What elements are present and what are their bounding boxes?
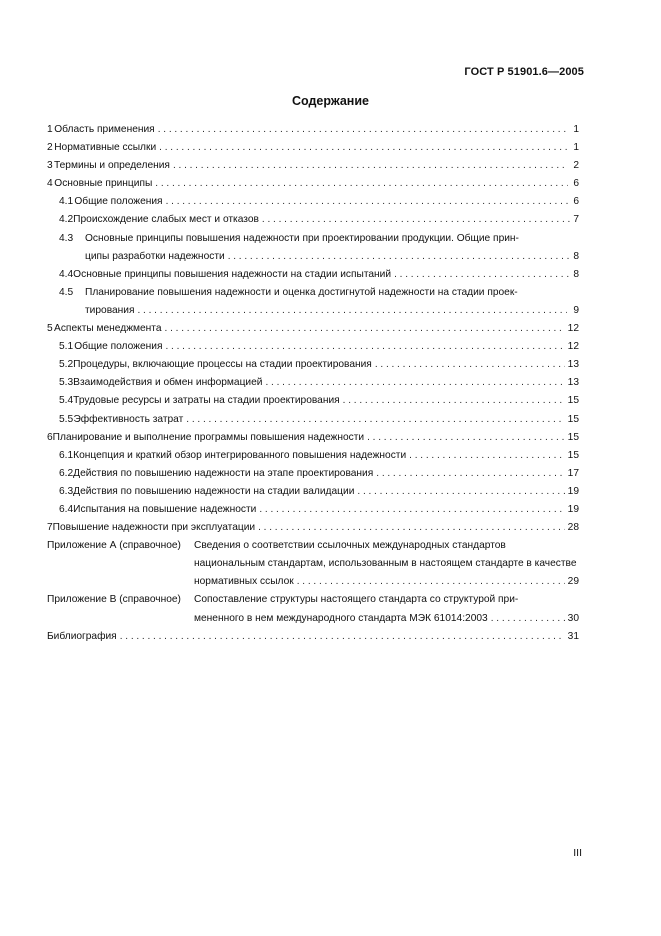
toc-entry[interactable]: [47, 429, 579, 447]
dot-leader: [265, 374, 564, 392]
toc-entry-number: 4.3: [59, 232, 74, 244]
toc-entry-page: 19: [567, 503, 579, 515]
toc-entry[interactable]: [47, 266, 579, 284]
toc-entry-page: 31: [567, 630, 579, 642]
toc-entry[interactable]: [47, 320, 579, 338]
toc-entry-number: 2: [47, 142, 53, 154]
toc-entry[interactable]: [47, 411, 579, 429]
toc-entry-number: 7: [47, 522, 53, 534]
toc-entry[interactable]: [47, 483, 579, 501]
dot-leader: [155, 175, 567, 193]
toc-entry-page: 6: [573, 178, 579, 190]
toc-entry[interactable]: [47, 139, 579, 157]
toc-entry-number: 6: [47, 431, 53, 443]
dot-leader: [120, 628, 565, 646]
toc-entry[interactable]: [47, 193, 579, 211]
toc-entry-title: Происхождение слабых мест и отказов: [73, 214, 259, 226]
dot-leader: [158, 121, 568, 139]
toc-entry-appendix-label: Приложение В (справочное): [47, 594, 181, 606]
toc-entry[interactable]: [47, 374, 579, 392]
toc-entry-title: Повышение надежности при эксплуатации: [52, 522, 256, 534]
toc-entry-number: 5.1: [59, 341, 74, 353]
dot-leader: [297, 573, 565, 591]
toc-entry[interactable]: [47, 519, 579, 537]
toc-entry-number: 4: [47, 178, 53, 190]
toc-entry-title: Термины и определения: [53, 160, 170, 172]
toc-entry-page: 12: [567, 341, 579, 353]
toc-entry-title-continuation: национальным стандартам, использованным в настоящем стандарте в качестве: [194, 558, 577, 570]
toc-entry-title: Сопоставление структуры настоящего стандарта со структурой при-: [194, 594, 519, 606]
dot-leader: [375, 356, 565, 374]
toc-entry-title: Процедуры, включающие процессы на стадии проектирования: [73, 359, 372, 371]
dot-leader: [138, 302, 568, 320]
toc-entry-page: 15: [567, 449, 579, 461]
toc-entry-page: 15: [567, 413, 579, 425]
toc-entry-page: 9: [573, 304, 579, 316]
toc-entry-page: 30: [567, 612, 579, 624]
toc-entry-title: Эффективность затрат: [73, 413, 184, 425]
toc-entry-number: 5.2: [59, 359, 74, 371]
toc-entry-title: Общие положения: [74, 341, 163, 353]
toc-entry[interactable]: [47, 284, 579, 320]
toc-entry-title-continuation: мененного в нем международного стандарта МЭК 61014:2003: [194, 612, 488, 624]
toc-entry-title: Аспекты менеджмента: [54, 323, 162, 335]
toc-entry-title: Основные принципы повышения надежности на стадии испытаний: [73, 268, 392, 280]
toc-entry-title: Планирование повышения надежности и оценка достигнутой надежности на стадии проек-: [85, 286, 518, 298]
toc-entry-page: 6: [573, 196, 579, 208]
toc-entry-page: 1: [573, 124, 579, 135]
page-number: III: [573, 847, 582, 859]
toc-entry-bibliography[interactable]: [47, 628, 579, 646]
toc-entry[interactable]: [47, 356, 579, 374]
dot-leader: [159, 139, 567, 157]
toc-entry-title: Общие положения: [74, 196, 163, 208]
toc-entry-page: 13: [567, 359, 579, 371]
dot-leader: [409, 447, 564, 465]
dot-leader: [173, 157, 568, 175]
toc-entry[interactable]: [47, 501, 579, 519]
toc-entry[interactable]: [47, 157, 579, 175]
toc-entry-page: 7: [573, 214, 579, 226]
toc-entry-page: 29: [567, 576, 579, 588]
dot-leader: [262, 211, 570, 229]
toc-entry-title: Действия по повышению надежности на стадии валидации: [73, 485, 355, 497]
toc-entry-title: Концепция и краткий обзор интегрированного повышения надежности: [73, 449, 407, 461]
toc-entry-page: 15: [567, 431, 579, 443]
dot-leader: [376, 465, 564, 483]
toc-entry-title-continuation: тирования: [85, 304, 135, 316]
toc-entry-title-continuation: ципы разработки надежности: [85, 250, 225, 262]
toc-entry-page: 8: [573, 268, 579, 280]
dot-leader: [228, 248, 569, 266]
toc-entry-title: Нормативные ссылки: [54, 142, 157, 154]
toc-entry-appendix-b[interactable]: [47, 591, 579, 627]
toc-entry-number: 3: [47, 160, 53, 172]
dot-leader: [166, 193, 568, 211]
toc-entry-appendix-label: Приложение А (справочное): [47, 540, 181, 552]
toc-entry-appendix-a[interactable]: [47, 537, 579, 591]
toc-entry-page: 19: [567, 485, 579, 497]
page-title: Содержание: [291, 94, 369, 108]
toc-entry-number: 5.3: [59, 377, 74, 389]
document-number: ГОСТ Р 51901.6—2005: [464, 66, 584, 78]
dot-leader: [343, 392, 565, 410]
toc-entry-number: 4.1: [59, 196, 74, 208]
toc-entry-page: 8: [573, 250, 579, 262]
toc-entry-page: 15: [567, 395, 579, 407]
dot-leader: [367, 429, 565, 447]
toc-entry[interactable]: [47, 392, 579, 410]
dot-leader: [259, 501, 564, 519]
dot-leader: [394, 266, 570, 284]
toc-entry-page: 28: [567, 522, 579, 534]
toc-entry-page: 2: [573, 160, 580, 172]
toc-entry-title-continuation: нормативных ссылок: [194, 576, 294, 588]
toc-entry-title: Действия по повышению надежности на этапе проектирования: [73, 467, 374, 479]
toc-entry-number: 6.2: [59, 467, 74, 479]
toc-entry-title: Трудовые ресурсы и затраты на стадии проектирования: [73, 395, 340, 407]
toc-entry-title: Основные принципы повышения надежности при проектировании продукции. Общие прин-: [85, 232, 519, 244]
toc-entry-number: 1: [47, 124, 53, 135]
dot-leader: [258, 519, 565, 537]
dot-leader: [186, 411, 564, 429]
toc-entry-page: 17: [567, 467, 579, 479]
dot-leader: [165, 320, 565, 338]
toc-entry-page: 13: [567, 377, 579, 389]
toc-entry-number: 6.3: [59, 485, 74, 497]
toc-entry-page: 12: [567, 323, 579, 335]
toc-entry-title: Испытания на повышение надежности: [73, 503, 257, 515]
toc-entry-title: Сведения о соответствии ссылочных международных стандартов: [194, 540, 506, 552]
toc-entry[interactable]: [47, 230, 579, 266]
toc-entry[interactable]: [47, 175, 579, 193]
toc-entry-number: 4.2: [59, 214, 74, 226]
toc-entry-title: Библиография: [47, 630, 117, 642]
toc-entry-title: Планирование и выполнение программы повышения надежности: [52, 431, 365, 443]
toc-entry-title: Основные принципы: [54, 178, 153, 190]
toc-entry-number: 4.5: [59, 286, 74, 298]
toc-entry-title: Взаимодействия и обмен информацией: [73, 377, 263, 389]
dot-leader: [357, 483, 564, 501]
toc-entry[interactable]: [47, 447, 579, 465]
toc-entry-number: 6.1: [59, 449, 74, 461]
toc-entry-page: 1: [573, 142, 580, 154]
toc-entry-number: 5.5: [59, 413, 74, 425]
toc-entry-number: 5.4: [59, 395, 74, 407]
dot-leader: [165, 338, 564, 356]
toc-entry-number: 5: [47, 323, 53, 335]
toc-entry[interactable]: [47, 338, 579, 356]
dot-leader: [491, 610, 565, 628]
toc-entry[interactable]: [47, 465, 579, 483]
toc-entry[interactable]: [47, 211, 579, 229]
toc-entry[interactable]: [47, 121, 579, 139]
table-of-contents: [47, 121, 579, 646]
toc-entry-number: 6.4: [59, 503, 74, 515]
toc-entry-title: Область применения: [54, 124, 155, 135]
toc-entry-number: 4.4: [59, 268, 74, 280]
